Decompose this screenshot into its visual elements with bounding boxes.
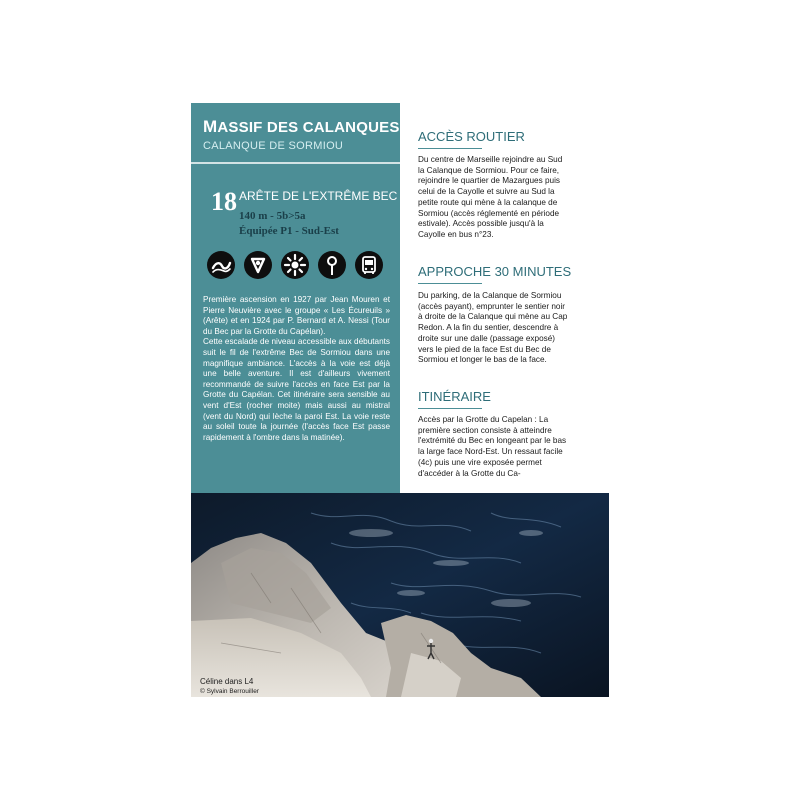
route-description — [203, 295, 390, 443]
section-title-itineraire: ITINÉRAIRE — [418, 389, 491, 404]
photo-caption: Céline dans L4 — [200, 677, 254, 686]
guidebook-page — [191, 103, 609, 697]
section-rule — [418, 283, 482, 284]
section-rule — [418, 148, 482, 149]
description-paragraph: Première ascension en 1927 par Jean Mouren et Pierre Neuvière avec le groupe « Les Écureuils » (Arête) et en 1924 par P. Bernard et A. Nessi (Tour du Bec par la Grotte du Capélan). — [203, 295, 390, 336]
route-name: ARÊTE DE L'EXTRÊME BEC — [239, 189, 398, 203]
route-number: 18 — [211, 187, 237, 216]
route-info-panel — [191, 103, 400, 493]
climbing-hand-icon — [244, 251, 272, 279]
route-equipment: Équipée P1 - Sud-Est — [239, 225, 339, 237]
massif-title: MASSIF DES CALANQUES — [203, 117, 400, 136]
photo-credit: © Sylvain Berrouiller — [200, 688, 259, 695]
section-title-acces: ACCÈS ROUTIER — [418, 129, 525, 144]
section-text-acces: Du centre de Marseille rejoindre au Sud la Calanque de Sormiou. Pour ce faire, rejoindre le quartier de Mazargues puis celui de la Cayolle et suivre au Sud la petite route qui mène à la calanque de Sormiou (accès réglementé en période estivale). Accès possible jusqu'à la Cayolle en bus n°23. — [418, 155, 563, 239]
wave-icon — [207, 251, 235, 279]
pin-icon — [318, 251, 346, 279]
climbing-photo — [191, 493, 609, 697]
section-text-itineraire: Accès par la Grotte du Capelan : La première section consiste à atteindre l'extrémité du Bec en longeant par le bas la large face Nord-Est. Un ressaut facile (4c) puis une vire exposée permet d'accéder à la Grotte du Ca- — [418, 415, 567, 478]
description-paragraph: Cette escalade de niveau accessible aux débutants suit le fil de l'extrême Bec de Sormiou dans une magnifique ambiance. L'accès à la voie est déjà une belle aventure. Il est d'ailleurs vivement recommandé de suivre l'accès en face Est par la Grotte du Capélan. Cet itinéraire sera sensible au vent d'Est (rocher moite) mais aussi au mistral (vent du Nord) qui lèche la paroi Est. La voie reste au soleil toute la journée (l'accès face Est passe rapidement à l'ombre dans la matinée). — [203, 337, 390, 442]
calanque-subtitle: CALANQUE DE SORMIOU — [203, 140, 344, 152]
sun-icon — [281, 251, 309, 279]
section-text-approche: Du parking, de la Calanque de Sormiou (accès payant), emprunter le sentier noir à droite de la Calanque qui mène au Cap Redon. A la fin du sentier, descendre à droite sur une dalle (passage exposé) vers le pied de la face Est du Bec de Sormiou et longer le bas de la face. — [418, 291, 568, 365]
route-icons — [207, 251, 387, 281]
section-rule — [418, 408, 482, 409]
header-divider — [191, 162, 400, 164]
section-title-approche: APPROCHE 30 MINUTES — [418, 264, 572, 279]
bus-icon — [355, 251, 383, 279]
route-grade: 140 m - 5b>5a — [239, 210, 306, 222]
access-info-column — [418, 103, 608, 493]
